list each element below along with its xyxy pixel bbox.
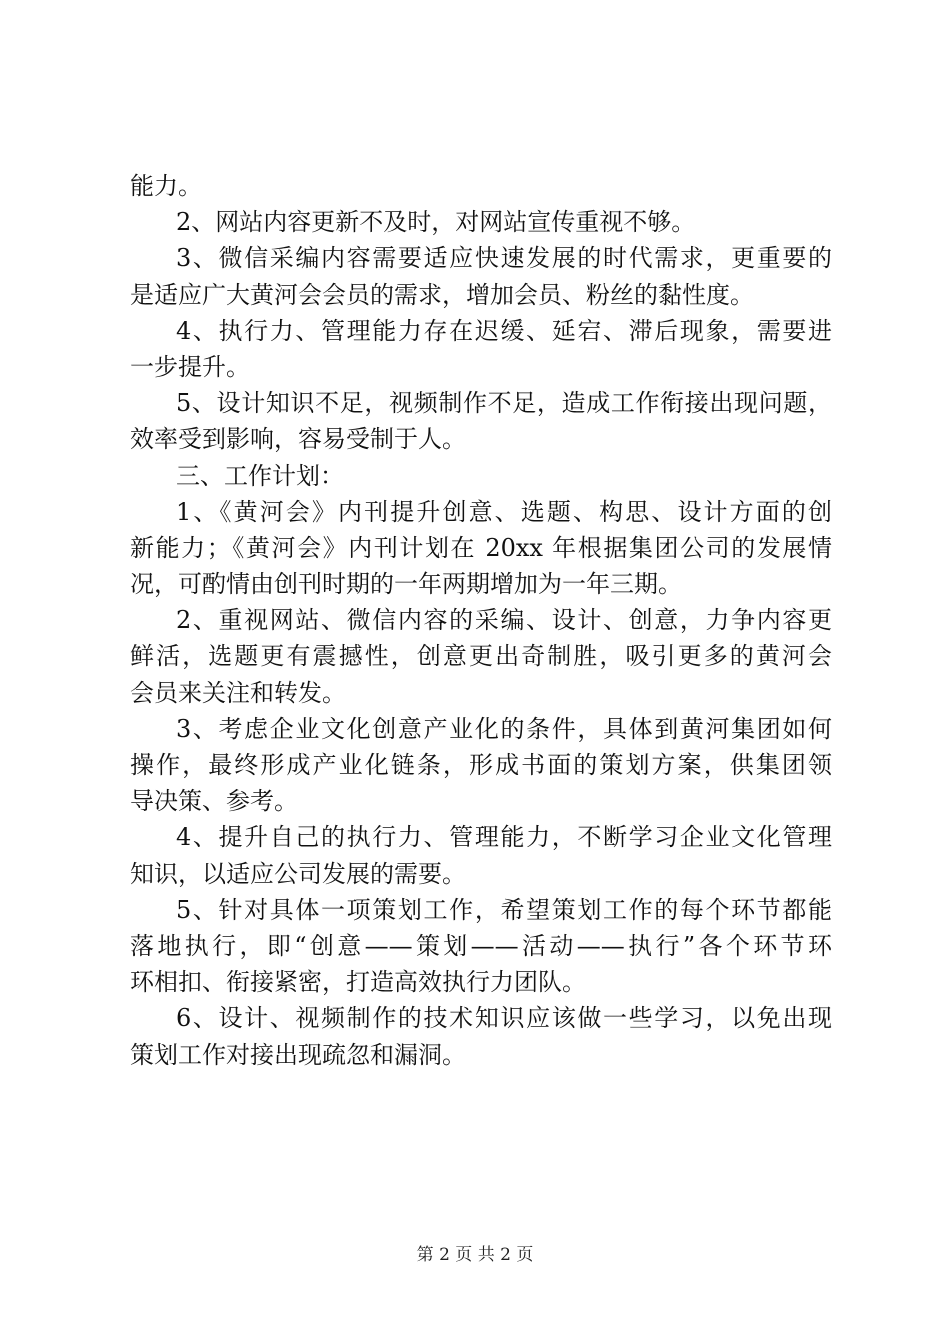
text-line: 况，可酌情由创刊时期的一年两期增加为一年三期。 [130,570,682,599]
text-line: 5、设计知识不足，视频制作不足，造成工作衔接出现问题， [176,389,832,418]
text-line: 三、工作计划： [176,461,344,490]
text-line: 2、网站内容更新不及时，对网站宣传重视不够。 [176,208,696,237]
text-line: 导决策、参考。 [130,787,298,816]
text-line: 1、《黄河会》内刊提升创意、选题、构思、设计方面的创 [176,497,832,526]
text-line: 环相扣、衔接紧密，打造高效执行力团队。 [130,968,586,997]
text-line: 知识，以适应公司发展的需要。 [130,859,466,888]
text-line: 会员来关注和转发。 [130,678,346,707]
document-body [130,168,832,1073]
text-line: 策划工作对接出现疏忽和漏洞。 [130,1040,466,1069]
text-line: 新能力；《黄河会》内刊计划在 20xx 年根据集团公司的发展情 [130,533,832,562]
text-line: 5、针对具体一项策划工作，希望策划工作的每个环节都能 [176,895,832,924]
text-line: 3、考虑企业文化创意产业化的条件，具体到黄河集团如何 [176,714,832,743]
text-line: 6、设计、视频制作的技术知识应该做一些学习，以免出现 [176,1004,832,1033]
text-line: 3、微信采编内容需要适应快速发展的时代需求，更重要的 [176,244,832,273]
text-line: 落地执行，即“创意——策划——活动——执行”各个环节环 [130,931,832,960]
text-line: 4、执行力、管理能力存在迟缓、延宕、滞后现象，需要进 [176,316,832,345]
text-line: 一步提升。 [130,352,250,381]
text-line: 操作，最终形成产业化链条，形成书面的策划方案，供集团领 [130,751,832,779]
text-line: 能力。 [130,172,202,200]
text-line: 鲜活，选题更有震撼性，创意更出奇制胜，吸引更多的黄河会 [130,642,832,671]
text-line: 2、重视网站、微信内容的采编、设计、创意，力争内容更 [176,606,832,635]
text-line: 是适应广大黄河会会员的需求，增加会员、粉丝的黏性度。 [130,280,754,309]
text-line: 效率受到影响，容易受制于人。 [130,425,466,454]
page-footer: 第 2 页 共 2 页 [416,1245,534,1265]
text-line: 4、提升自己的执行力、管理能力，不断学习企业文化管理 [176,823,832,852]
